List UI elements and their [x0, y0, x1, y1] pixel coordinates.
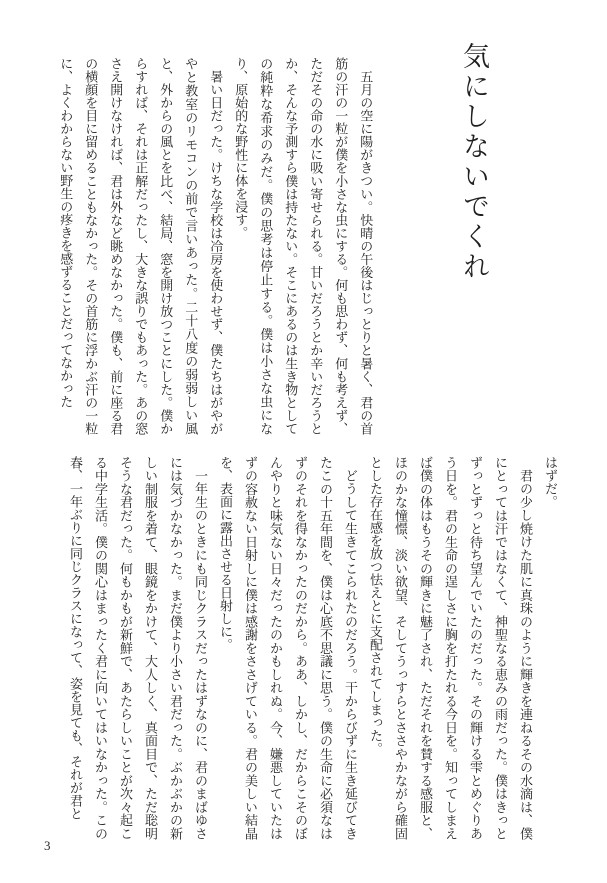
paragraph: 一年生のときにも同じクラスだったはずなのに、君のまばゆさには気づかなかった。まだ僕より小さい君だった。ぶかぶかの新しい制服を着て、眼鏡をかけて、大人しく、真面目で、ただ聡明そうな君だった。何もかもが新鮮で、あたらしいことが次々起こる中学生活。僕の関心はまったく君に向いてはいなかった。この春、一年ぶりに同じクラスになって、姿を見ても、それが君と — [68, 456, 208, 840]
page-number: 3 — [44, 838, 51, 853]
paragraph: はずだ。 — [543, 456, 558, 508]
body-text-upper — [53, 42, 378, 435]
paragraph: 君の少し焼けた肌に真珠のように輝きを連ねるその水滴は、僕にとっては汗ではなくて、神聖なる恵みの雨だった。僕はきっとずっとずっと待ち望んでいたのだった。その輝ける雫とめぐりあう日を。君の生命の逞しさに胸を打たれる今日を。知ってしまえば僕の体はもうその輝きに魅了され、ただそれを賛する感服と、ほのかな憧憬、淡い欲望、そしてうっすらとささやかながら確固とした存在感を放つ怯えとに支配されてしまった。 — [368, 456, 533, 840]
paragraph: 五月の空に陽がきつい。快晴の午後はじっとりと暑く、君の首筋の汗の一粒が僕を小さな虫にする。何も思わず、何も考えず、ただその命の水に吸い寄せられる。甘いだろうとか辛いだろうとか、そんな予測すら僕は持たない。そこにあるのは生き物としての純粋な希求のみだ。僕の思考は停止する。僕は小さな虫になり、原始的な野性に体を浸す。 — [233, 57, 374, 435]
page-title: 気にしないでくれ — [459, 42, 489, 282]
body-text-lower — [63, 456, 563, 840]
upper-text-band — [53, 42, 490, 435]
paragraph: どうして生きてこられたのだろう。干からびずに生き延びてきたこの十五年間を、僕は心底不思議に思う。僕の生命に必須なはずのそれを得なかったのだから。ああ、しかし、だからこそのぼんやりと味気ない日々だったのかもしれぬ。今、嫌悪していたはずの容赦ない日射しに僕は感謝をささげている。君の美しい結晶を、表面に露出させる日射しに。 — [218, 456, 358, 840]
paragraph: 暑い日だった。けちな学校は冷房を使わせず、僕たちはがやがやと教室のリモコンの前で言いあった。二十八度の弱弱しい風と、外からの風とを比べ、結局、窓を開け放つことにした。僕からすれば、それは正解だったし、大きな誤りでもあった。あの窓さえ開けなければ、君は外など眺めなかった。僕も、前に座る君の横顔を目に留めることもなかった。その首筋に浮かぶ汗の一粒に、よくわからない野生の疼きを感ずることだってなかった — [58, 57, 224, 436]
